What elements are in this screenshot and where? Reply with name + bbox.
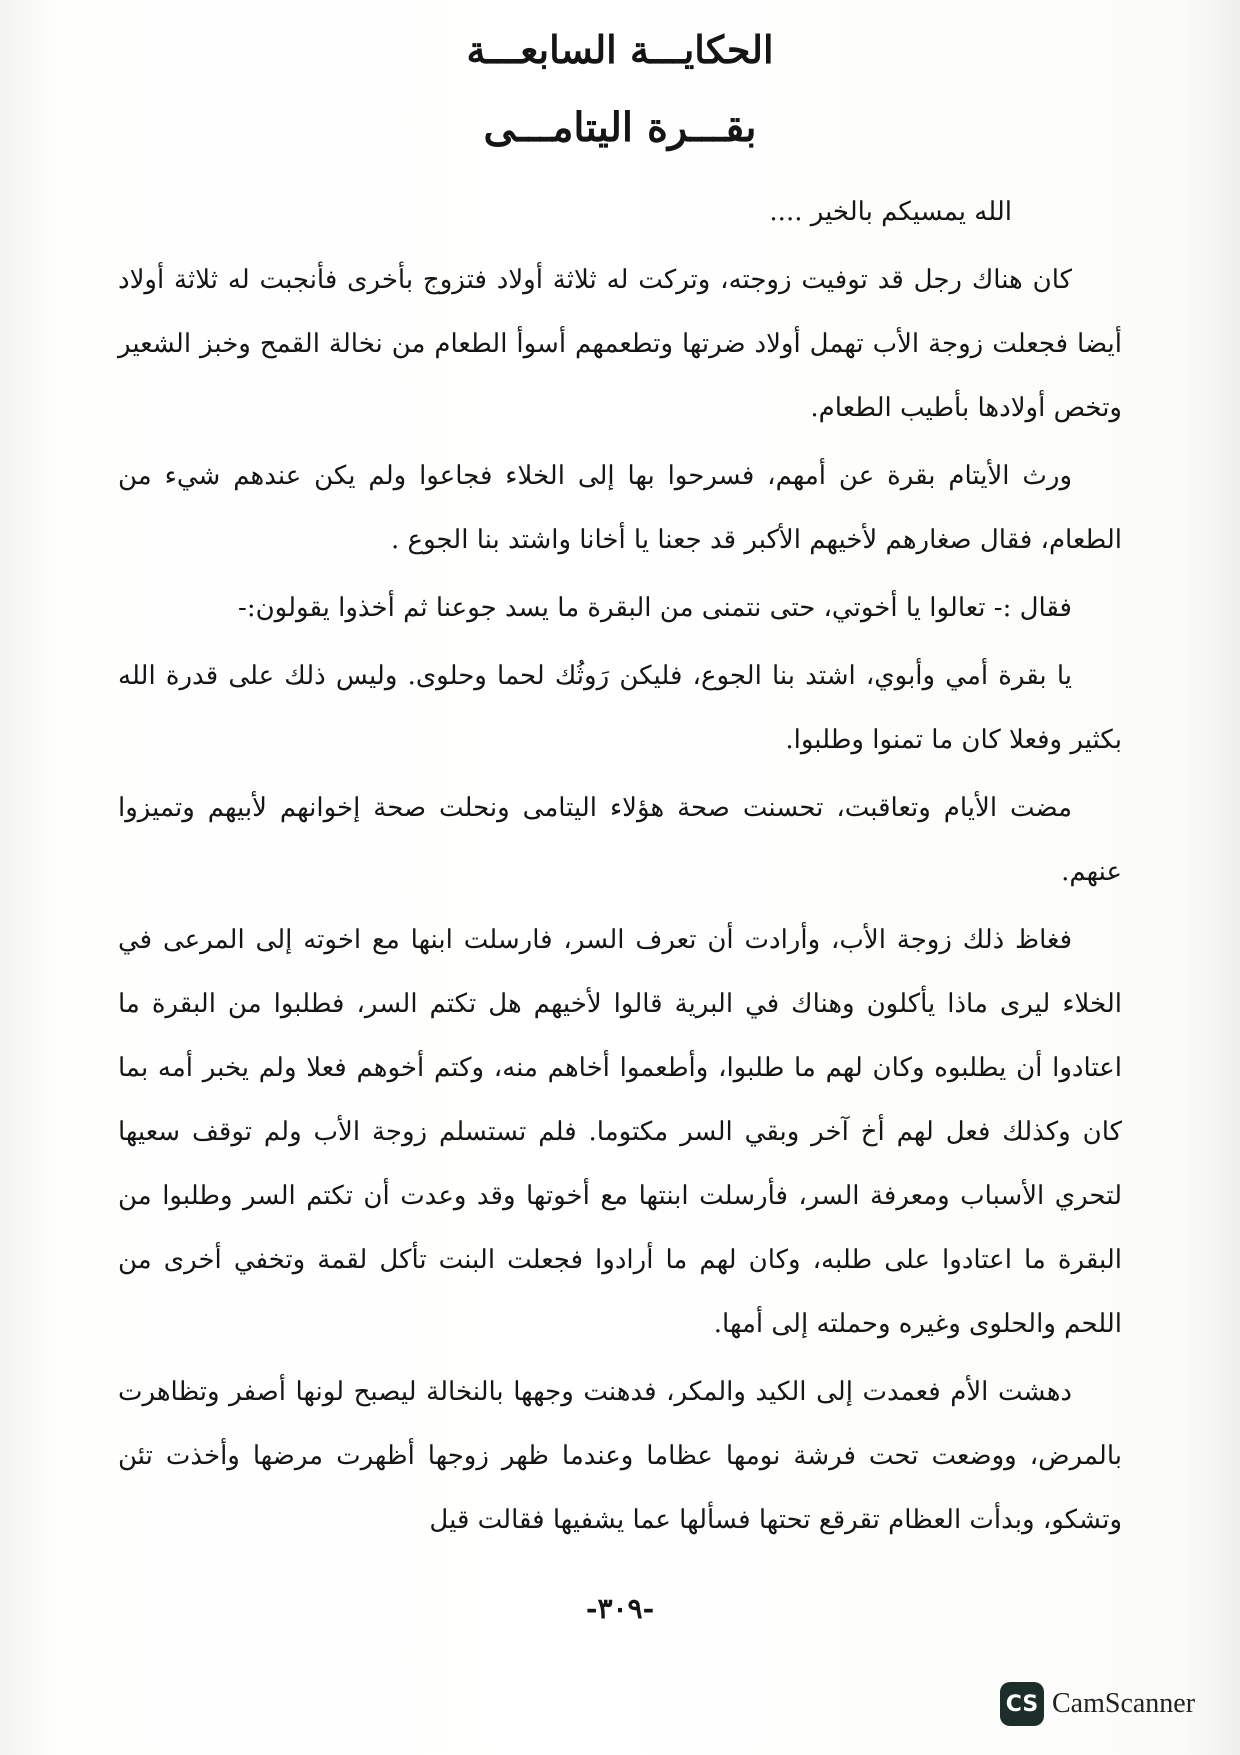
camscanner-brand: CamScanner xyxy=(1052,1688,1196,1719)
paragraph: فغاظ ذلك زوجة الأب، وأرادت أن تعرف السر، فارسلت ابنها مع اخوته إلى المرعى في الخلاء ليرى ماذا يأكلون وهناك في البرية قالوا لأخيهم هل تكتم السر، فطلبوا من البقرة ما اعتادوا أن يطلبوه وكان لهم ما طلبوا، وأطعموا أخاهم منه، وكتم أخوهم فعلا ولم يخبر أمه بما كان وكذلك فعل لهم أخ آخر وبقي السر مكتوما. فلم تستسلم زوجة الأب ولم توقف سعيها لتحري الأسباب ومعرفة السر، فأرسلت ابنتها مع أخوتها وقد وعدت أن تكتم السر وطلبوا من البقرة ما اعتادوا على طلبه، وكان لهم ما أرادوا فجعلت البنت تأكل لقمة وتخفي أخرى من اللحم والحلوى وغيره وحملته إلى أمها. xyxy=(118,925,1122,1339)
story-subtitle: بقـــرة اليتامـــى xyxy=(483,104,757,151)
paragraph: يا بقرة أمي وأبوي، اشتد بنا الجوع، فليكن رَوثُك لحما وحلوى. وليس ذلك على قدرة الله بكثير وفعلا كان ما تمنوا وطلبوا. xyxy=(118,661,1122,755)
paragraph: مضت الأيام وتعاقبت، تحسنت صحة هؤلاء اليتامى ونحلت صحة إخوانهم لأبيهم وتميزوا عنهم. xyxy=(118,793,1122,887)
story-title: الحكايـــة السابعـــة xyxy=(466,27,774,72)
paragraph: ورث الأيتام بقرة عن أمهم، فسرحوا بها إلى الخلاء فجاعوا ولم يكن عندهم شيء من الطعام، فقال صغارهم لأخيهم الأكبر قد جعنا يا أخانا واشتد بنا الجوع . xyxy=(118,461,1122,555)
paragraph-greeting: الله يمسيكم بالخير .... xyxy=(769,197,1012,227)
paragraph: كان هناك رجل قد توفيت زوجته، وتركت له ثلاثة أولاد فتزوج بأخرى فأنجبت له ثلاثة أولاد أيضا فجعلت زوجة الأب تهمل أولاد ضرتها وتطعمهم أسوأ الطعام من نخالة القمح وخبز الشعير وتخص أولادها بأطيب الطعام. xyxy=(118,265,1122,423)
paragraph: دهشت الأم فعمدت إلى الكيد والمكر، فدهنت وجهها بالنخالة ليصبح لونها أصفر وتظاهرت بالمرض، ووضعت تحت فرشة نومها عظاما وعندما ظهر زوجها أظهرت مرضها وأخذت تئن وتشكو، وبدأت العظام تقرقع تحتها فسألها عما يشفيها فقالت قيل xyxy=(118,1377,1122,1535)
story-body xyxy=(118,180,1122,1556)
camscanner-watermark xyxy=(1000,1681,1240,1727)
paragraph: فقال :- تعالوا يا أخوتي، حتى نتمنى من البقرة ما يسد جوعنا ثم أخذوا يقولون:- xyxy=(238,593,1072,623)
camscanner-logo-icon: CS xyxy=(1000,1682,1044,1726)
page-number: -٣٠٩- xyxy=(585,1592,655,1625)
title-block xyxy=(0,20,1240,158)
